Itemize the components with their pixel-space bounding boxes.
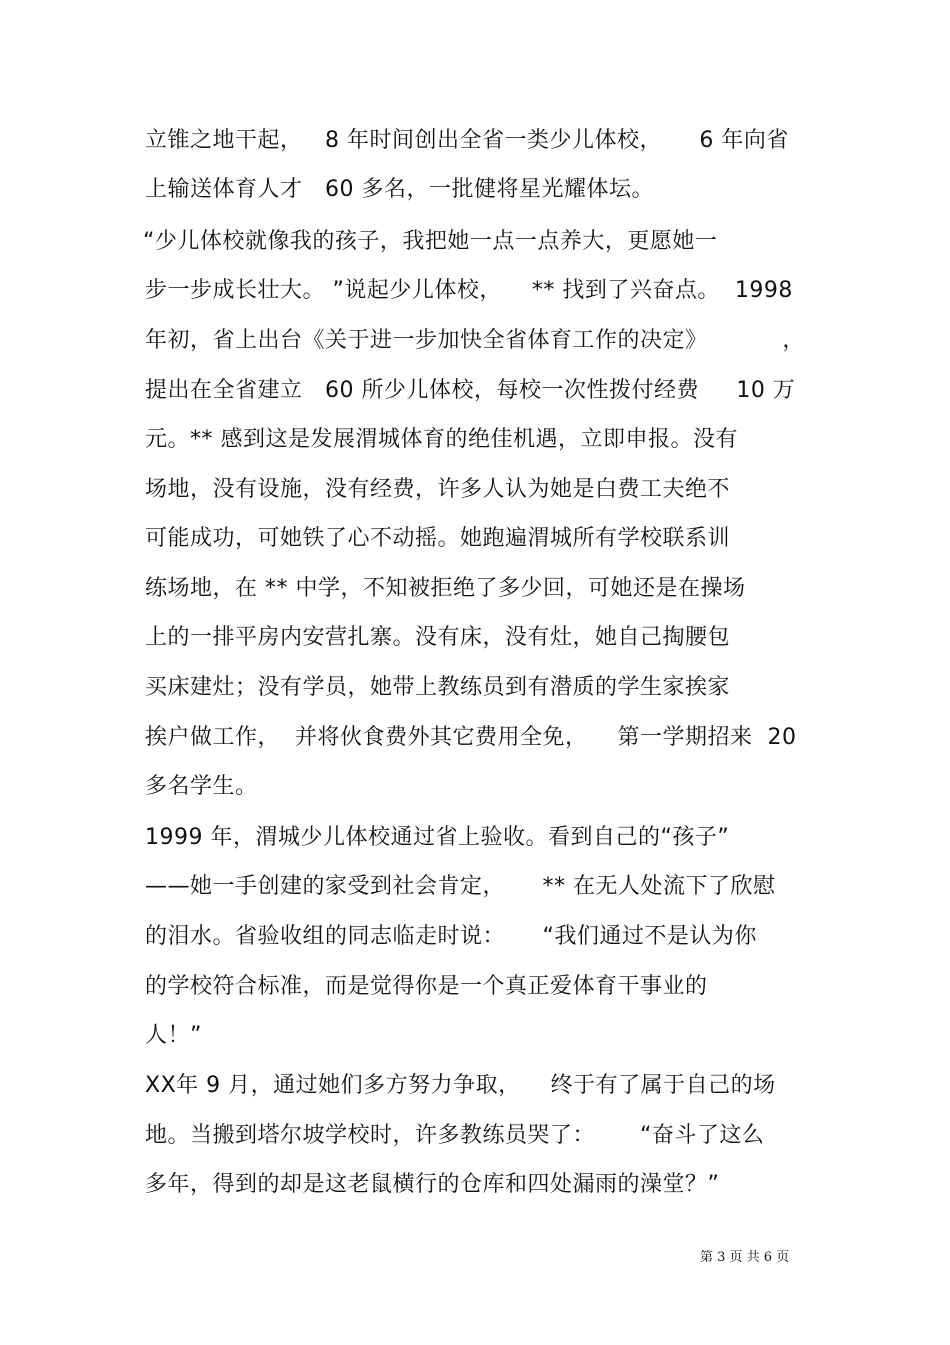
body-text-line: 多名学生。 bbox=[145, 774, 258, 799]
body-text-line: XX年 9 月，通过她们多方努力争取， 终于有了属于自己的场 bbox=[145, 1073, 776, 1098]
body-text-line: 立锥之地干起， 8 年时间创出全省一类少儿体校， 6 年向省 bbox=[145, 128, 789, 153]
body-text-line: 地。当搬到塔尔坡学校时，许多教练员哭了： “奋斗了这么 bbox=[145, 1123, 765, 1148]
body-text-line: 步一步成长壮大。 ”说起少儿体校， ** 找到了兴奋点。 1998 bbox=[145, 278, 793, 303]
body-text-line: 可能成功，可她铁了心不动摇。她跑遍渭城所有学校联系训 bbox=[145, 526, 731, 551]
body-text-line: 上的一排平房内安营扎寨。没有床，没有灶，她自己掏腰包 bbox=[145, 625, 731, 650]
page-number-footer: 第 3 页 共 6 页 bbox=[700, 1250, 790, 1265]
body-text-line: 多年，得到的却是这老鼠横行的仓库和四处漏雨的澡堂？” bbox=[145, 1172, 720, 1197]
body-text-line: ——她一手创建的家受到社会肯定， ** 在无人处流下了欣慰 bbox=[145, 874, 776, 899]
body-text-line: 买床建灶；没有学员，她带上教练员到有潜质的学生家挨家 bbox=[145, 675, 731, 700]
body-text-line: 的泪水。省验收组的同志临走时说： “我们通过不是认为你 bbox=[145, 924, 757, 949]
body-text-line: 练场地，在 ** 中学，不知被拒绝了多少回，可她还是在操场 bbox=[145, 576, 746, 601]
body-text-line: 的学校符合标准，而是觉得你是一个真正爱体育干事业的 bbox=[145, 974, 708, 999]
body-text-line: 年初，省上出台《关于进一步加快全省体育工作的决定》 ， bbox=[145, 328, 805, 353]
body-text-line: 上输送体育人才 60 多名，一批健将星光耀体坛。 bbox=[145, 177, 654, 202]
body-text-line: 1999 年，渭城少儿体校通过省上验收。看到自己的“孩子” bbox=[145, 825, 730, 850]
body-text-line: 人！” bbox=[145, 1023, 202, 1048]
body-text-line: 提出在全省建立 60 所少儿体校，每校一次性拨付经费 10 万 bbox=[145, 378, 796, 403]
body-text-line: 场地，没有设施，没有经费，许多人认为她是白费工夫绝不 bbox=[145, 477, 731, 502]
body-text-line: “少儿体校就像我的孩子，我把她一点一点养大，更愿她一 bbox=[143, 229, 718, 254]
body-text-line: 挨户做工作， 并将伙食费外其它费用全免， 第一学期招来 20 bbox=[145, 725, 797, 750]
body-text-line: 元。** 感到这是发展渭城体育的绝佳机遇，立即申报。没有 bbox=[145, 427, 738, 452]
